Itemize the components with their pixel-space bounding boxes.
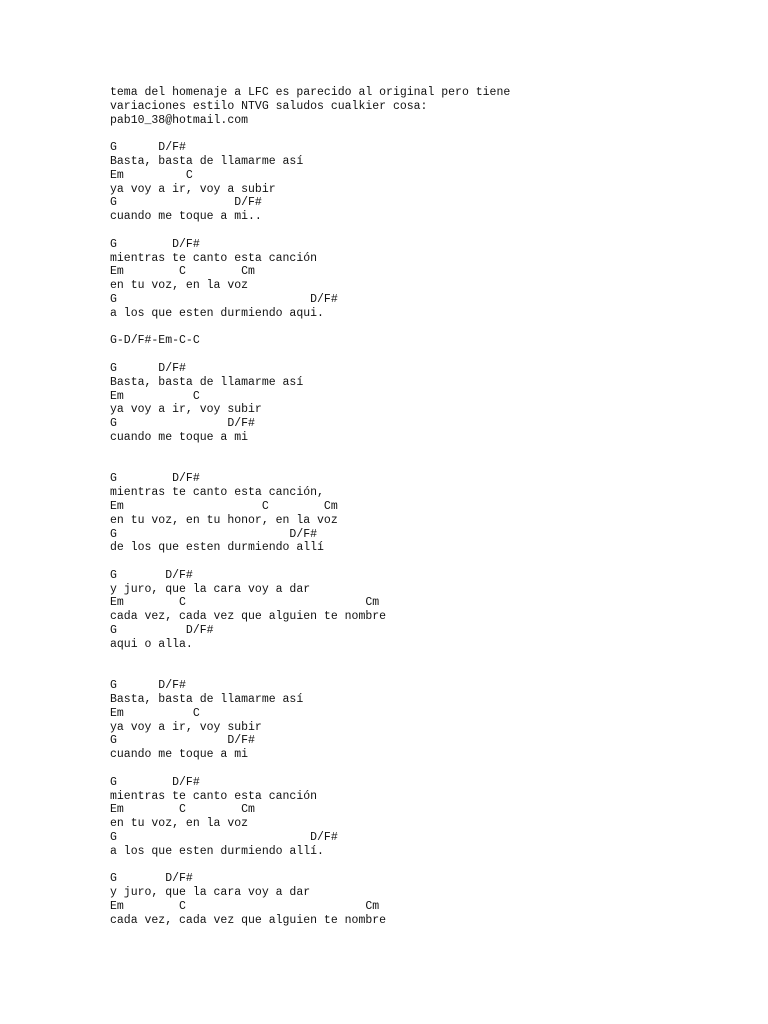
chord-sheet-text (110, 86, 750, 928)
chord-line: G D/F# (110, 361, 186, 375)
intro-line: tema del homenaje a LFC es parecido al original pero tiene (110, 86, 511, 99)
lyric-line: mientras te canto esta canción (110, 789, 318, 803)
chord-line: G D/F# (110, 775, 200, 789)
chord-line: G D/F# (110, 568, 193, 582)
lyric-line: ya voy a ir, voy subir (110, 720, 262, 734)
lyric-line: cuando me toque a mi (110, 430, 249, 444)
lyric-line: y juro, que la cara voy a dar (110, 886, 311, 900)
chord-line: G D/F# (110, 679, 186, 693)
blank-line (110, 348, 750, 362)
lyric-line: a los que esten durmiendo aqui. (110, 306, 324, 320)
chord-line: G D/F# (110, 831, 338, 845)
lyric-line: en tu voz, en la voz (110, 817, 249, 831)
lyric-line: en tu voz, en tu honor, en la voz (110, 513, 338, 527)
chord-line: Em C Cm (110, 499, 338, 513)
chord-line: G D/F# (110, 237, 200, 251)
blank-line (110, 224, 750, 238)
lyric-line: cuando me toque a mi (110, 748, 249, 762)
chord-line: G D/F# (110, 624, 214, 638)
lyric-line: mientras te canto esta canción, (110, 486, 324, 500)
chord-line: G D/F# (110, 417, 255, 431)
chord-line: G D/F# (110, 472, 200, 486)
lyric-line: mientras te canto esta canción (110, 251, 318, 265)
chord-line: G D/F# (110, 196, 262, 210)
lyric-line: cada vez, cada vez que alguien te nombre (110, 610, 387, 624)
blank-line (110, 652, 750, 666)
chord-line: Em C (110, 389, 200, 403)
lyric-line: a los que esten durmiendo allí. (110, 844, 324, 858)
lyric-line: cuando me toque a mi.. (110, 210, 262, 224)
intro-line: variaciones estilo NTVG saludos cualkier cosa: (110, 99, 428, 113)
chord-line: G D/F# (110, 292, 338, 306)
chord-line: Em C Cm (110, 803, 255, 817)
lyric-line: Basta, basta de llamarme así (110, 375, 304, 389)
blank-line (110, 127, 750, 141)
blank-line (110, 321, 750, 335)
lyric-line: aqui o alla. (110, 637, 193, 651)
blank-line (110, 762, 750, 776)
blank-line (110, 445, 750, 459)
lyric-line: de los que esten durmiendo allí (110, 541, 324, 555)
blank-line (110, 555, 750, 569)
lyric-line: Basta, basta de llamarme así (110, 693, 304, 707)
lyric-line: y juro, que la cara voy a dar (110, 582, 311, 596)
chord-line: Em C (110, 706, 200, 720)
chord-line: G-D/F#-Em-C-C (110, 334, 200, 348)
chord-line: G D/F# (110, 734, 255, 748)
chord-line: Em C Cm (110, 900, 380, 914)
chord-line: G D/F# (110, 141, 186, 155)
lyric-line: ya voy a ir, voy a subir (110, 182, 276, 196)
blank-line (110, 459, 750, 473)
chord-line: Em C Cm (110, 596, 380, 610)
blank-line (110, 665, 750, 679)
chord-line: Em C Cm (110, 265, 255, 279)
intro-line: pab10_38@hotmail.com (110, 113, 249, 127)
lyric-line: Basta, basta de llamarme así (110, 154, 304, 168)
chord-line: Em C (110, 168, 193, 182)
lyric-line: cada vez, cada vez que alguien te nombre (110, 913, 387, 927)
lyric-line: en tu voz, en la voz (110, 279, 249, 293)
lyric-line: ya voy a ir, voy subir (110, 403, 262, 417)
chord-line: G D/F# (110, 872, 193, 886)
chord-line: G D/F# (110, 527, 318, 541)
blank-line (110, 859, 750, 873)
